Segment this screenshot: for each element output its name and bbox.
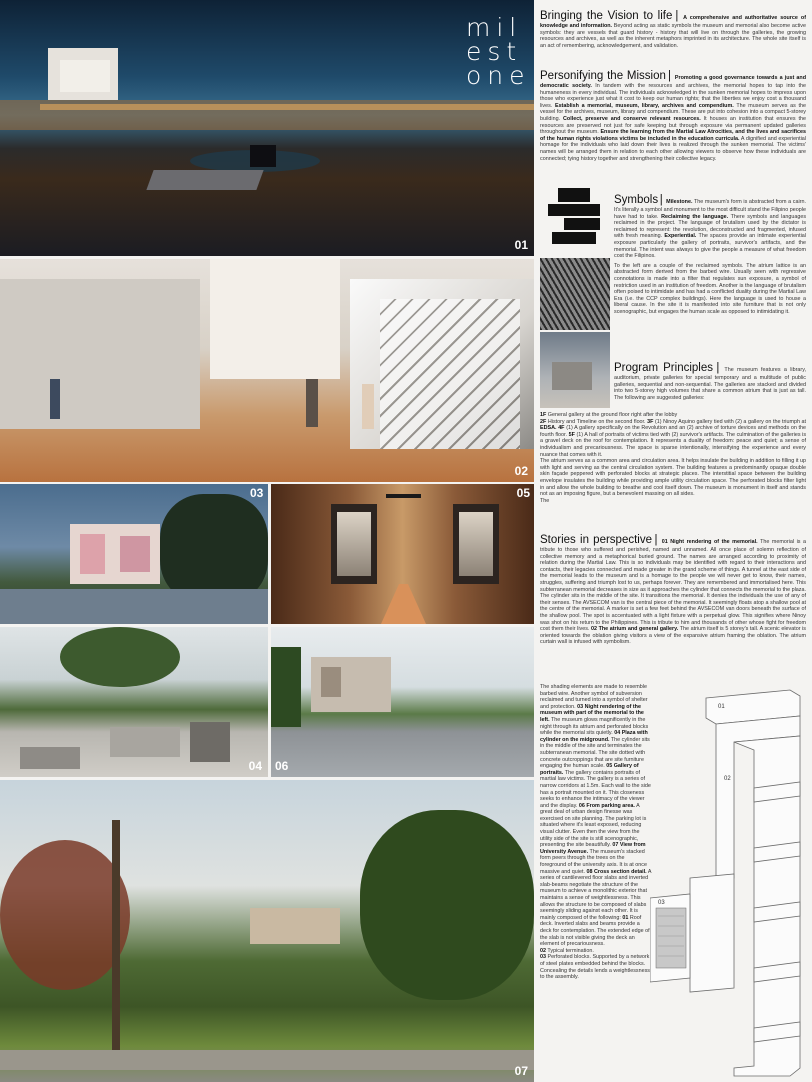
body-text: A great deal of urban design finesse was exercised on site planning. The parking lot is situated where it's least exposed, reducing visual clutter. Even then the view from the utility side of the site is still scenographic, presenting the site beautifully.: [540, 802, 647, 849]
body-text: The museum glows magnificently in the night through its atrium and perforated blocks while the memorial sits quietly.: [540, 716, 649, 737]
rendering-05-gallery-corridor: [271, 484, 534, 624]
body-text: Perforated blocks. Supported by a network of steel plates embedded behind the blocks. Concealing the details lends a weightlessness to the assembly.: [540, 954, 650, 981]
image-number-01: 01: [514, 238, 528, 252]
section-label-01: 01: [718, 704, 725, 710]
section-personifying-mission: Personifying the Mission | Promoting a good governance towards a just and democratic society. In tandem with the resources and archives, the memorial hopes to tap into the humaneness in every individual. The individuals acknowledged in the sunken memorial hopes to impress upon those who experience just what it cost to keep our human rights; that the liberties we enjoy cost a thousand lives. Establish a memorial, museum, library, archives and compendium. The museum serves as the vessel for the archives, museum, library and compendium. These are put into cohesion into a compact 5-storey building. Collect, preserve and conserve relevant resources. It houses an institution that ensures the resources are preserved not just for safe keeping but through exposure via permanent updated galleries throughout the museum. Ensure the learning from the Martial Law Atrocities, and the lives and sacrifices of the human rights violations victims be included in the education curricula. A dignified and experiential homage for the individuals who laid down their lives is realized through the sunken memorial. The victims' names will be arranged them in relation to each other allowing viewers to observe how these individuals are connected; tying history together and strengthening their collective legacy.: [540, 70, 806, 162]
brutalist-furniture-thumbnail: [540, 332, 610, 408]
image-number-04: 04: [248, 759, 262, 773]
body-text: (1) A gallery specifically on the Revolution and an (2) archive of torture devices and methods on the fourth floor.: [540, 425, 806, 438]
bold-text: 05 Gallery of portraits.: [540, 763, 639, 776]
body-text: The museum serves as the vessel for the archives, museum, library and compendium. These are put into cohesion into a compact 5-storey building.: [540, 102, 806, 122]
body-text: The gallery contains portraits of martial law victims. The gallery is a series of narrow corridors at 1.5m. Each wall to the side has a portrait mounted on it. This closeness seeks to enhance the intimacy of the viewer and the display.: [540, 769, 651, 809]
bold-text: Collect, preserve and conserve relevant resources.: [563, 115, 701, 122]
body-text: The: [540, 497, 550, 504]
body-text: Typical termination.: [547, 947, 594, 954]
body-text: (1) A hall of portraits of victims tied with (2) survivor's artifacts. The culmination of the galleries is a gravel deck on the roof for contemplation. It represents a duality of freedom: peace and quiet; a sense of individualism and precariousness. The space is sparse intentionally, intensifying the experience and every nuance that comes with it.: [540, 431, 806, 458]
image-number-03: 03: [250, 486, 264, 500]
logo-line-1: mil: [466, 13, 523, 42]
bold-text: Ensure the learning from the Martial Law Atrocities, and the lives and sacrifices of the human rights violations victims be included in the education curricula.: [540, 129, 806, 142]
rendering-06-parking: [271, 627, 534, 777]
detail-label: 01: [622, 914, 629, 921]
section-subtitle: A comprehensive and authoritative source of knowledge and information.: [540, 15, 806, 29]
body-text: General gallery at the ground floor right after the lobby: [547, 412, 678, 418]
section-subtitle: Promoting a good governance towards a just and democratic society.: [540, 75, 806, 89]
body-text: The spaces provide an intimate experiential exposure particularly the gallery of portraits, survivor's artifacts, and the memorial. The intent was always to give the people a measure of what freedom cost the Filipinos.: [614, 233, 806, 260]
floor-label: 5F: [568, 431, 575, 438]
rendering-04-plaza: [0, 627, 268, 777]
floor-label: 2F: [540, 418, 547, 425]
image-number-07: 07: [514, 1064, 528, 1078]
body-text: The museum features a library, auditorium, private galleries for special temporary and a multitude of public galleries, sequential and non-sequential. The galleries are stacked and divided into two 5-storey high volumes that share a common atrium that is just as tall. The following are suggested galleries:: [614, 367, 806, 401]
bold-text: Milestone.: [666, 199, 693, 205]
section-bringing-vision: Bringing the Vision to life | A comprehensive and authoritative source of knowledge and information. Beyond acting as static symbols the museum and memorial also become active symbols: they are vessels that guard history - history that will live on through the galleries, the growing resources and archives, as well as the inherent metaphors imprinted in its architecture. The whole site itself is an act of remembering, acknowledgement, and validation.: [540, 10, 806, 49]
bold-text: EDSA.: [540, 425, 557, 432]
rendering-07-university-avenue: [0, 780, 534, 1082]
body-text: The shading elements are made to resemble barbed wire. Another symbol of subversion reclaimed and turned into a symbol of shelter and protection.: [540, 684, 648, 710]
body-text: History and Timeline on the second floor.: [547, 418, 646, 425]
section-body: Beyond acting as static symbols the museum and memorial also become active symbols: they are vessels that guard history - history that will live on through the galleries, the growing resources and archives, as well as the inherent metaphors imprinted in its architecture. The whole site itself is an act of remembering, acknowledgement, and validation.: [540, 23, 806, 49]
gallery-program-list: [540, 412, 806, 530]
section-program-principles: Program Principles | The museum features a library, auditorium, private galleries for special temporary and a multitude of public galleries, sequential and non-sequential. The galleries are stacked and divided into two 5-storey high volumes that share a common atrium that is just as tall. The following are suggested galleries:: [614, 362, 806, 401]
body-text: The memorial is a tribute to those who suffered and perished, named and unnamed. All once place of solemn reflection of collective memory and a metaphorical buried ground. The names are arranged according to proximity of relation during the Martial Law. This is so individuals may be identified with regard to their interactions and contacts, their legacies connected and made greater in the grand scheme of things. A tunnel at the east side of the memorial leads to the museum and is a homage to the people we will never get to know, their names, struggles, suffering and triumph lost to us, perhaps forever. They are remembered and immortalised here. This subterranean memorial decreases in size as it approaches the cylinder that connects the memorial to the plaza. The cylinder sits in the middle of the site. It transitions the memorial. It denies the individuals the use of any of their senses. The AVSECOM van is the central piece of the memorial. It seemingly floats atop a shallow pool at the centre of the memorial. A marker is set a few feet behind the AVSECOM van doors beneath the surface of the shallow pool. The spot is accentuated with a light fixture with a perpetual glow. This signifies where Ninoy was shot on his return to the Philippines. This is tribute to him and thousands of other whose fight for freedom cost them their lives.: [540, 539, 806, 633]
detail-label: 03: [540, 954, 546, 961]
rendering-01-night-memorial: [0, 0, 534, 256]
body-text: The atrium serves as a common area and circulation area. It helps insulate the building in addition to filling it up with light and serving as the central circulation system. The building features a predominantly opaque double skin façade peppered with perforated blocks at strategic places. The interstitial space between the building envelope insulates the building while providing ample utility circulation space. The perforated blocks filter light in and allow the whole building to breathe and cool itself down. The museum is monument in itself and stands not as an imposing figure, but a benevolent massing on all sides.: [540, 458, 806, 498]
section-title: Symbols: [614, 194, 659, 206]
milestone-logo: [466, 13, 531, 90]
detail-label: 02: [540, 947, 546, 954]
bold-text: Reclaiming the language.: [661, 213, 729, 220]
image-number-06: 06: [275, 759, 289, 773]
bold-text: 07 View from University Avenue.: [540, 842, 646, 855]
bold-text: 04 Plaza with cylinder on the midground.: [540, 730, 648, 743]
floor-label: 1F: [540, 412, 547, 418]
body-text: The cylinder sits in the middle of the site and terminates the subterranean memorial. The site dotted with concrete outcroppings that are site furniture engaging the human scale.: [540, 736, 650, 770]
body-text: To the left are a couple of the reclaimed symbols. The atrium lattice is an abstracted form derived from the barbed wire. Usually seen with regressive connotations is made into a filter that regulates sun exposure, a symbol of restriction used in an institution of freedom. Another is the language of brutalism often poised to intimidate and has had a conflicted duality during the Martial Law Era (i.e. the CCP complex buildings). Here the language is used to house a liberal cause. In the site it is manifested into site furniture that is not only scenographic, but engages the human scale as opposed to intimidating it.: [614, 262, 806, 315]
section-title: Stories in perspective: [540, 534, 652, 546]
body-text: The museum's form is abstracted from a cairn. It's literally a symbol and monument to the most difficult stand the Filipino people have had to take.: [614, 199, 806, 220]
body-text: There symbols and languages reclaimed in the project. The language of brutalism used by the dictator is reclaimed to represent: the revolution, deconstructed and fragmented, infused with fresh meaning.: [614, 213, 806, 240]
body-text: A dignified and experiential homage for the individuals who laid down their lives is realized through the sunken memorial. The victims' names will be arranged them in relation to each other allowing viewers to observe how these individuals are connected; tying history together and strengthening their collective legacy.: [540, 135, 806, 162]
section-title: Personifying the Mission: [540, 70, 666, 82]
logo-line-2: est: [466, 37, 523, 66]
body-text: The museum's stacked form peers through the trees on the foreground of the university axis. It is at once massive and quiet.: [540, 848, 647, 875]
section-symbols: Symbols | Milestone. The museum's form is abstracted from a cairn. It's literally a symbol and monument to the most difficult stand the Filipino people have had to take. Reclaiming the language. There symbols and languages reclaimed in the project. The language of brutalism used by the dictator is reclaimed to represent: the revolution, deconstructed and fragmented, infused with fresh meaning. Experiential. The spaces provide an intimate experiential exposure particularly the gallery of portraits, survivor's artifacts, and the memorial. The intent was always to give the people a measure of what freedom cost the Filipinos. To the left are a couple of the reclaimed symbols. The atrium lattice is an abstracted form derived from the barbed wire. Usually seen with regressive connotations is made into a filter that regulates sun exposure, a symbol of restriction used in an institution of freedom. Another is the language of brutalism often poised to intimidate and has had a conflicted duality during the Martial Law Era (i.e. the CCP complex buildings). Here the language is used to house a liberal cause. In the site it is manifested into site furniture that is not only scenographic, but engages the human scale as opposed to intimidating it.: [614, 194, 806, 315]
bold-text: 08 Cross section detail.: [586, 868, 647, 875]
floor-label: 3F: [647, 418, 654, 425]
rendering-02-atrium: [0, 259, 534, 482]
section-title: Bringing the Vision to life: [540, 10, 673, 22]
section-stories-in-perspective: Stories in perspective | 01 Night rendering of the memorial. The memorial is a tribute to those who suffered and perished, named and unnamed. All once place of solemn reflection of collective memory and a metaphorical buried ground. The names are arranged according to proximity of relation during the Martial Law. This is so individuals may be identified with regard to their interactions and contacts, their legacies connected and made greater in the grand scheme of things. A tunnel at the east side of the memorial leads to the museum and is a homage to the people we will never get to know, their names, struggles, suffering and triumph lost to us, perhaps forever. They are remembered and immortalised here. This subterranean memorial decreases in size as it approaches the cylinder that connects the memorial to the plaza. The cylinder sits in the middle of the site. It transitions the memorial. It denies the individuals the use of any of their senses. The AVSECOM van is the central piece of the memorial. It seemingly floats atop a shallow pool at the centre of the memorial. A marker is set a few feet behind the AVSECOM van doors beneath the surface of the shallow pool. The spot is accentuated with a light fixture with a perpetual glow. This signifies where Ninoy was shot on his return to the Philippines. This is tribute to him and thousands of other whose fight for freedom cost them their lives. 02 The atrium and general gallery. The atrium itself is 5 storey's tall. A scenic elevator is oriented towards the oblation giving visitors a view of the expansive atrium framing the oblation. The atrium curtain wall is infused with symbolism.: [540, 534, 806, 646]
logo-line-3: one: [466, 61, 531, 90]
bold-text: 03 Night rendering of the museum with part of the memorial to the left.: [540, 703, 644, 723]
body-text: A series of cantilevered floor slabs and inverted slab-beams negotiate the structure of the museum to achieve a monolithic exterior that maintains a sense of weightlessness. This allows the structure to be composed of slabs seemingly sliding against each other. It is mainly composed of the following:: [540, 868, 652, 921]
rendering-03-museum-night: [0, 484, 268, 624]
floor-label: 4F: [558, 425, 565, 432]
body-text: It houses an institution that ensures the resources are preserved not just for safe keeping but through exposure via permanent updated galleries throughout the museum.: [540, 115, 806, 136]
bold-text: 01 Night rendering of the memorial.: [661, 539, 758, 545]
bold-text: 06 From parking area.: [578, 802, 635, 809]
bold-text: Establish a memorial, museum, library, archives and compendium.: [554, 102, 734, 109]
body-text: In tandem with the resources and archives, the memorial hopes to tap into the humaneness in every individual. The individuals acknowledged in the sunken memorial hopes to impress upon those who experience just what it cost to keep our human rights; that the liberties we enjoy cost a thousand lives.: [540, 83, 806, 109]
bold-text: Experiential.: [664, 233, 697, 240]
body-text: The atrium itself is 5 storey's tall. A scenic elevator is oriented towards the oblation giving visitors a view of the expansive atrium framing the oblation. The atrium curtain wall is infused with symbolism.: [540, 626, 806, 646]
image-number-05: 05: [516, 486, 530, 500]
body-text: Roof deck. Inverted slabs and beams provide a deck for contemplation. The extended edge of the slab is not visible giving the deck an element of precariousness.: [540, 914, 650, 948]
body-text: (1) Ninoy Aquino gallery tied with (2) a gallery on the triumph at: [654, 418, 806, 425]
cross-section-detail-drawing: [650, 688, 806, 1078]
image-number-02: 02: [514, 464, 528, 478]
section-title: Program Principles: [614, 362, 713, 374]
stories-narrow-column: [540, 684, 652, 1078]
section-label-03: 03: [658, 900, 665, 906]
section-label-02: 02: [724, 776, 731, 782]
bold-text: 02 The atrium and general gallery.: [591, 626, 679, 633]
barbed-wire-lattice-thumbnail: [540, 258, 610, 330]
milestone-stack-icon: [542, 188, 608, 256]
